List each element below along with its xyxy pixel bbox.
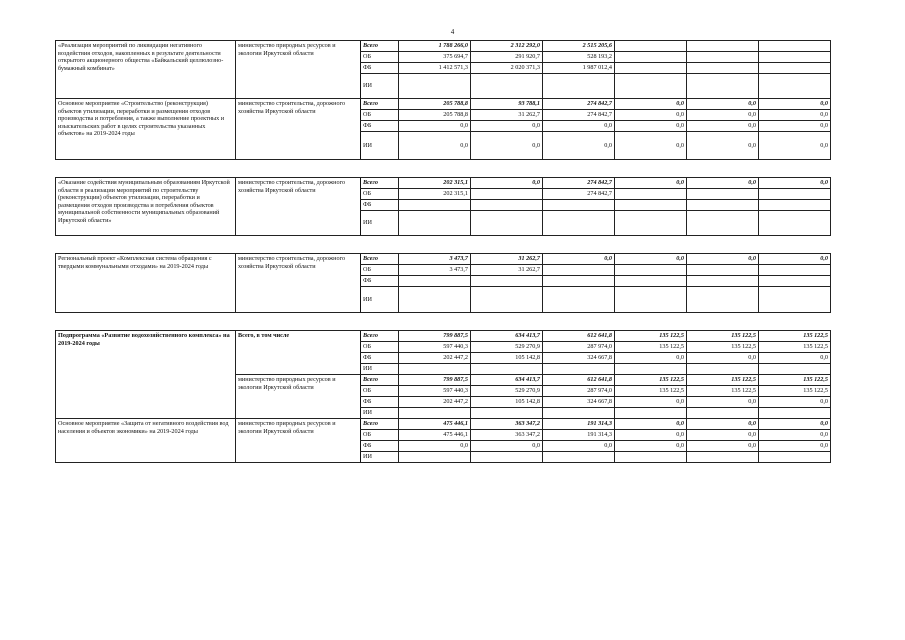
value-cell: 799 887,5 — [399, 331, 471, 342]
value-cell: 529 270,9 — [471, 386, 543, 397]
value-cell: 0,0 — [687, 99, 759, 110]
value-cell: 135 122,5 — [687, 342, 759, 353]
value-cell: 31 262,7 — [471, 254, 543, 265]
value-cell: 0,0 — [759, 419, 831, 430]
value-cell: 0,0 — [471, 132, 543, 160]
value-cell: 0,0 — [687, 353, 759, 364]
source-cell: Всего — [361, 331, 399, 342]
value-cell — [543, 265, 615, 276]
table-row — [56, 178, 831, 189]
value-cell: 31 262,7 — [471, 265, 543, 276]
value-cell: 799 887,5 — [399, 375, 471, 386]
source-cell: ИИ — [361, 287, 399, 313]
value-cell: 0,0 — [759, 132, 831, 160]
value-cell: 0,0 — [615, 441, 687, 452]
value-cell: 135 122,5 — [615, 331, 687, 342]
source-cell: ФБ — [361, 200, 399, 211]
source-cell: ИИ — [361, 408, 399, 419]
value-cell: 0,0 — [615, 178, 687, 189]
program-name: Региональный проект «Комплексная система обращения с твердыми коммунальными отходами» на 2019-2024 годы — [56, 254, 236, 313]
value-cell: 135 122,5 — [759, 331, 831, 342]
value-cell — [471, 364, 543, 375]
value-cell: 274 842,7 — [543, 110, 615, 121]
value-cell — [687, 41, 759, 52]
source-cell: ИИ — [361, 211, 399, 236]
value-cell: 202 447,2 — [399, 397, 471, 408]
value-cell: 0,0 — [687, 397, 759, 408]
value-cell — [759, 211, 831, 236]
source-cell: ФБ — [361, 121, 399, 132]
value-cell: 0,0 — [471, 178, 543, 189]
value-cell — [615, 41, 687, 52]
source-cell: ОБ — [361, 52, 399, 63]
value-cell: 135 122,5 — [759, 375, 831, 386]
value-cell: 0,0 — [471, 121, 543, 132]
value-cell: 597 440,3 — [399, 386, 471, 397]
value-cell: 0,0 — [543, 254, 615, 265]
value-cell: 135 122,5 — [759, 386, 831, 397]
executor: министерство природных ресурсов и экологии Иркутской области — [236, 419, 361, 463]
executor: Всего, в том числе — [236, 331, 361, 375]
value-cell: 287 974,0 — [543, 342, 615, 353]
value-cell: 0,0 — [687, 441, 759, 452]
program-name: «Реализация мероприятий по ликвидации негативного воздействия отходов, накопленных в результате деятельности открытого акционерного общества «Байкальский целлюлозно-бумажный комбинат» — [56, 41, 236, 99]
value-cell: 135 122,5 — [687, 331, 759, 342]
table-row — [56, 99, 831, 110]
value-cell: 205 788,8 — [399, 99, 471, 110]
value-cell — [687, 200, 759, 211]
value-cell: 0,0 — [759, 121, 831, 132]
value-cell — [543, 408, 615, 419]
value-cell: 0,0 — [687, 178, 759, 189]
value-cell: 0,0 — [399, 132, 471, 160]
value-cell: 0,0 — [687, 132, 759, 160]
value-cell: 31 262,7 — [471, 110, 543, 121]
value-cell: 0,0 — [471, 441, 543, 452]
value-cell — [471, 408, 543, 419]
value-cell: 0,0 — [687, 419, 759, 430]
value-cell: 0,0 — [543, 132, 615, 160]
value-cell — [759, 364, 831, 375]
value-cell: 202 315,1 — [399, 178, 471, 189]
value-cell: 0,0 — [615, 110, 687, 121]
value-cell — [615, 287, 687, 313]
value-cell — [471, 276, 543, 287]
source-cell: ИИ — [361, 364, 399, 375]
value-cell — [615, 276, 687, 287]
program-name: Подпрограмма «Развитие водохозяйственного комплекса» на 2019-2024 годы — [56, 331, 236, 419]
value-cell — [543, 200, 615, 211]
value-cell: 135 122,5 — [615, 386, 687, 397]
value-cell: 1 788 266,0 — [399, 41, 471, 52]
value-cell: 612 641,8 — [543, 331, 615, 342]
value-cell: 2 020 371,3 — [471, 63, 543, 74]
value-cell: 0,0 — [687, 110, 759, 121]
value-cell: 3 473,7 — [399, 254, 471, 265]
value-cell: 274 842,7 — [543, 99, 615, 110]
value-cell: 0,0 — [615, 419, 687, 430]
value-cell: 0,0 — [399, 121, 471, 132]
program-name: Основное мероприятие «Защита от негативного воздействия вод населения и объектов экономики» на 2019-2024 годы — [56, 419, 236, 463]
value-cell — [543, 211, 615, 236]
value-cell — [615, 63, 687, 74]
value-cell — [687, 63, 759, 74]
source-cell: ОБ — [361, 189, 399, 200]
value-cell: 612 641,8 — [543, 375, 615, 386]
value-cell: 3 473,7 — [399, 265, 471, 276]
value-cell: 0,0 — [615, 99, 687, 110]
value-cell: 274 842,7 — [543, 178, 615, 189]
value-cell — [687, 364, 759, 375]
value-cell: 634 413,7 — [471, 331, 543, 342]
value-cell — [471, 74, 543, 99]
value-cell: 2 515 205,6 — [543, 41, 615, 52]
value-cell: 0,0 — [615, 121, 687, 132]
value-cell — [543, 364, 615, 375]
value-cell — [759, 63, 831, 74]
value-cell: 475 446,1 — [399, 419, 471, 430]
value-cell — [687, 408, 759, 419]
value-cell: 0,0 — [759, 110, 831, 121]
value-cell — [399, 74, 471, 99]
value-cell: 93 788,1 — [471, 99, 543, 110]
value-cell: 135 122,5 — [687, 386, 759, 397]
value-cell: 105 142,8 — [471, 353, 543, 364]
table-row — [56, 419, 831, 430]
value-cell — [471, 452, 543, 463]
value-cell: 634 413,7 — [471, 375, 543, 386]
source-cell: ФБ — [361, 63, 399, 74]
value-cell — [399, 408, 471, 419]
value-cell: 287 974,0 — [543, 386, 615, 397]
source-cell: ФБ — [361, 441, 399, 452]
value-cell: 0,0 — [615, 430, 687, 441]
value-cell: 205 788,8 — [399, 110, 471, 121]
value-cell — [687, 52, 759, 63]
source-cell: ОБ — [361, 386, 399, 397]
value-cell: 0,0 — [687, 430, 759, 441]
executor: министерство строительства, дорожного хозяйства Иркутской области — [236, 99, 361, 160]
value-cell — [759, 276, 831, 287]
source-cell: ОБ — [361, 430, 399, 441]
value-cell — [759, 74, 831, 99]
value-cell — [759, 452, 831, 463]
value-cell — [543, 287, 615, 313]
value-cell — [615, 452, 687, 463]
value-cell — [687, 276, 759, 287]
value-cell: 0,0 — [615, 353, 687, 364]
value-cell: 202 447,2 — [399, 353, 471, 364]
value-cell — [759, 200, 831, 211]
value-cell — [615, 74, 687, 99]
value-cell: 135 122,5 — [759, 342, 831, 353]
value-cell: 202 315,1 — [399, 189, 471, 200]
source-cell: ФБ — [361, 397, 399, 408]
value-cell — [471, 287, 543, 313]
value-cell: 363 347,2 — [471, 430, 543, 441]
executor: министерство строительства, дорожного хозяйства Иркутской области — [236, 254, 361, 313]
value-cell: 135 122,5 — [687, 375, 759, 386]
value-cell — [399, 276, 471, 287]
source-cell: ИИ — [361, 452, 399, 463]
value-cell: 0,0 — [759, 430, 831, 441]
value-cell — [399, 364, 471, 375]
value-cell: 0,0 — [399, 441, 471, 452]
value-cell — [399, 200, 471, 211]
value-cell — [759, 408, 831, 419]
value-cell — [615, 408, 687, 419]
spacer-row — [56, 160, 831, 178]
source-cell: ИИ — [361, 74, 399, 99]
value-cell — [615, 189, 687, 200]
value-cell: 2 312 292,0 — [471, 41, 543, 52]
value-cell — [615, 52, 687, 63]
value-cell — [687, 265, 759, 276]
value-cell: 1 987 012,4 — [543, 63, 615, 74]
value-cell — [687, 189, 759, 200]
page-number: 4 — [450, 28, 455, 36]
value-cell — [759, 41, 831, 52]
value-cell — [471, 200, 543, 211]
value-cell — [471, 211, 543, 236]
value-cell — [615, 364, 687, 375]
spacer-cell — [56, 160, 831, 178]
value-cell: 324 667,8 — [543, 353, 615, 364]
value-cell — [543, 276, 615, 287]
table-row — [56, 331, 831, 342]
financing-table — [55, 40, 831, 463]
value-cell: 597 440,3 — [399, 342, 471, 353]
value-cell — [687, 211, 759, 236]
source-cell: Всего — [361, 41, 399, 52]
value-cell — [471, 189, 543, 200]
value-cell — [399, 211, 471, 236]
executor: министерство природных ресурсов и экологии Иркутской области — [236, 375, 361, 419]
value-cell — [687, 287, 759, 313]
value-cell: 0,0 — [615, 132, 687, 160]
value-cell: 0,0 — [759, 99, 831, 110]
source-cell: Всего — [361, 419, 399, 430]
value-cell: 135 122,5 — [615, 342, 687, 353]
value-cell — [687, 74, 759, 99]
value-cell: 475 446,1 — [399, 430, 471, 441]
spacer-cell — [56, 313, 831, 331]
value-cell — [399, 452, 471, 463]
source-cell: Всего — [361, 254, 399, 265]
value-cell: 0,0 — [759, 441, 831, 452]
value-cell — [759, 265, 831, 276]
value-cell: 0,0 — [759, 353, 831, 364]
value-cell: 363 347,2 — [471, 419, 543, 430]
value-cell: 191 314,3 — [543, 430, 615, 441]
value-cell: 105 142,8 — [471, 397, 543, 408]
value-cell — [543, 74, 615, 99]
value-cell: 0,0 — [759, 397, 831, 408]
value-cell: 528 193,2 — [543, 52, 615, 63]
value-cell: 291 920,7 — [471, 52, 543, 63]
spacer-cell — [56, 236, 831, 254]
executor: министерство строительства, дорожного хозяйства Иркутской области — [236, 178, 361, 236]
value-cell — [615, 211, 687, 236]
table-row — [56, 41, 831, 52]
value-cell: 135 122,5 — [615, 375, 687, 386]
source-cell: Всего — [361, 375, 399, 386]
source-cell: Всего — [361, 178, 399, 189]
value-cell — [759, 52, 831, 63]
value-cell: 0,0 — [615, 397, 687, 408]
program-name: Основное мероприятие «Строительство (реконструкция) объектов утилизации, переработки и размещения отходов производства и потребления, а также выполнение проектных и изыскательских работ в целях строительства указанных объектов» на 2019-2024 годы — [56, 99, 236, 160]
value-cell: 0,0 — [543, 441, 615, 452]
value-cell: 0,0 — [759, 254, 831, 265]
spacer-row — [56, 313, 831, 331]
value-cell — [615, 265, 687, 276]
value-cell: 0,0 — [687, 121, 759, 132]
spacer-row — [56, 236, 831, 254]
source-cell: ФБ — [361, 353, 399, 364]
executor: министерство природных ресурсов и экологии Иркутской области — [236, 41, 361, 99]
value-cell: 529 270,9 — [471, 342, 543, 353]
value-cell — [759, 287, 831, 313]
value-cell — [615, 200, 687, 211]
program-name: «Оказание содействия муниципальным образованиям Иркутской области в реализации мероприятий по строительству (реконструкции) объектов утилизации, переработки и размещения отходов производства и потребления объектов муниципальной собственности муниципальных образований Иркутской области» — [56, 178, 236, 236]
value-cell: 324 667,8 — [543, 397, 615, 408]
value-cell: 0,0 — [543, 121, 615, 132]
source-cell: ОБ — [361, 265, 399, 276]
value-cell — [543, 452, 615, 463]
value-cell: 274 842,7 — [543, 189, 615, 200]
value-cell — [759, 189, 831, 200]
value-cell — [687, 452, 759, 463]
source-cell: ФБ — [361, 276, 399, 287]
source-cell: Всего — [361, 99, 399, 110]
value-cell: 1 412 571,3 — [399, 63, 471, 74]
source-cell: ИИ — [361, 132, 399, 160]
table-row — [56, 254, 831, 265]
source-cell: ОБ — [361, 342, 399, 353]
value-cell: 0,0 — [615, 254, 687, 265]
source-cell: ОБ — [361, 110, 399, 121]
value-cell: 375 694,7 — [399, 52, 471, 63]
value-cell — [399, 287, 471, 313]
value-cell: 191 314,3 — [543, 419, 615, 430]
value-cell: 0,0 — [759, 178, 831, 189]
value-cell: 0,0 — [687, 254, 759, 265]
